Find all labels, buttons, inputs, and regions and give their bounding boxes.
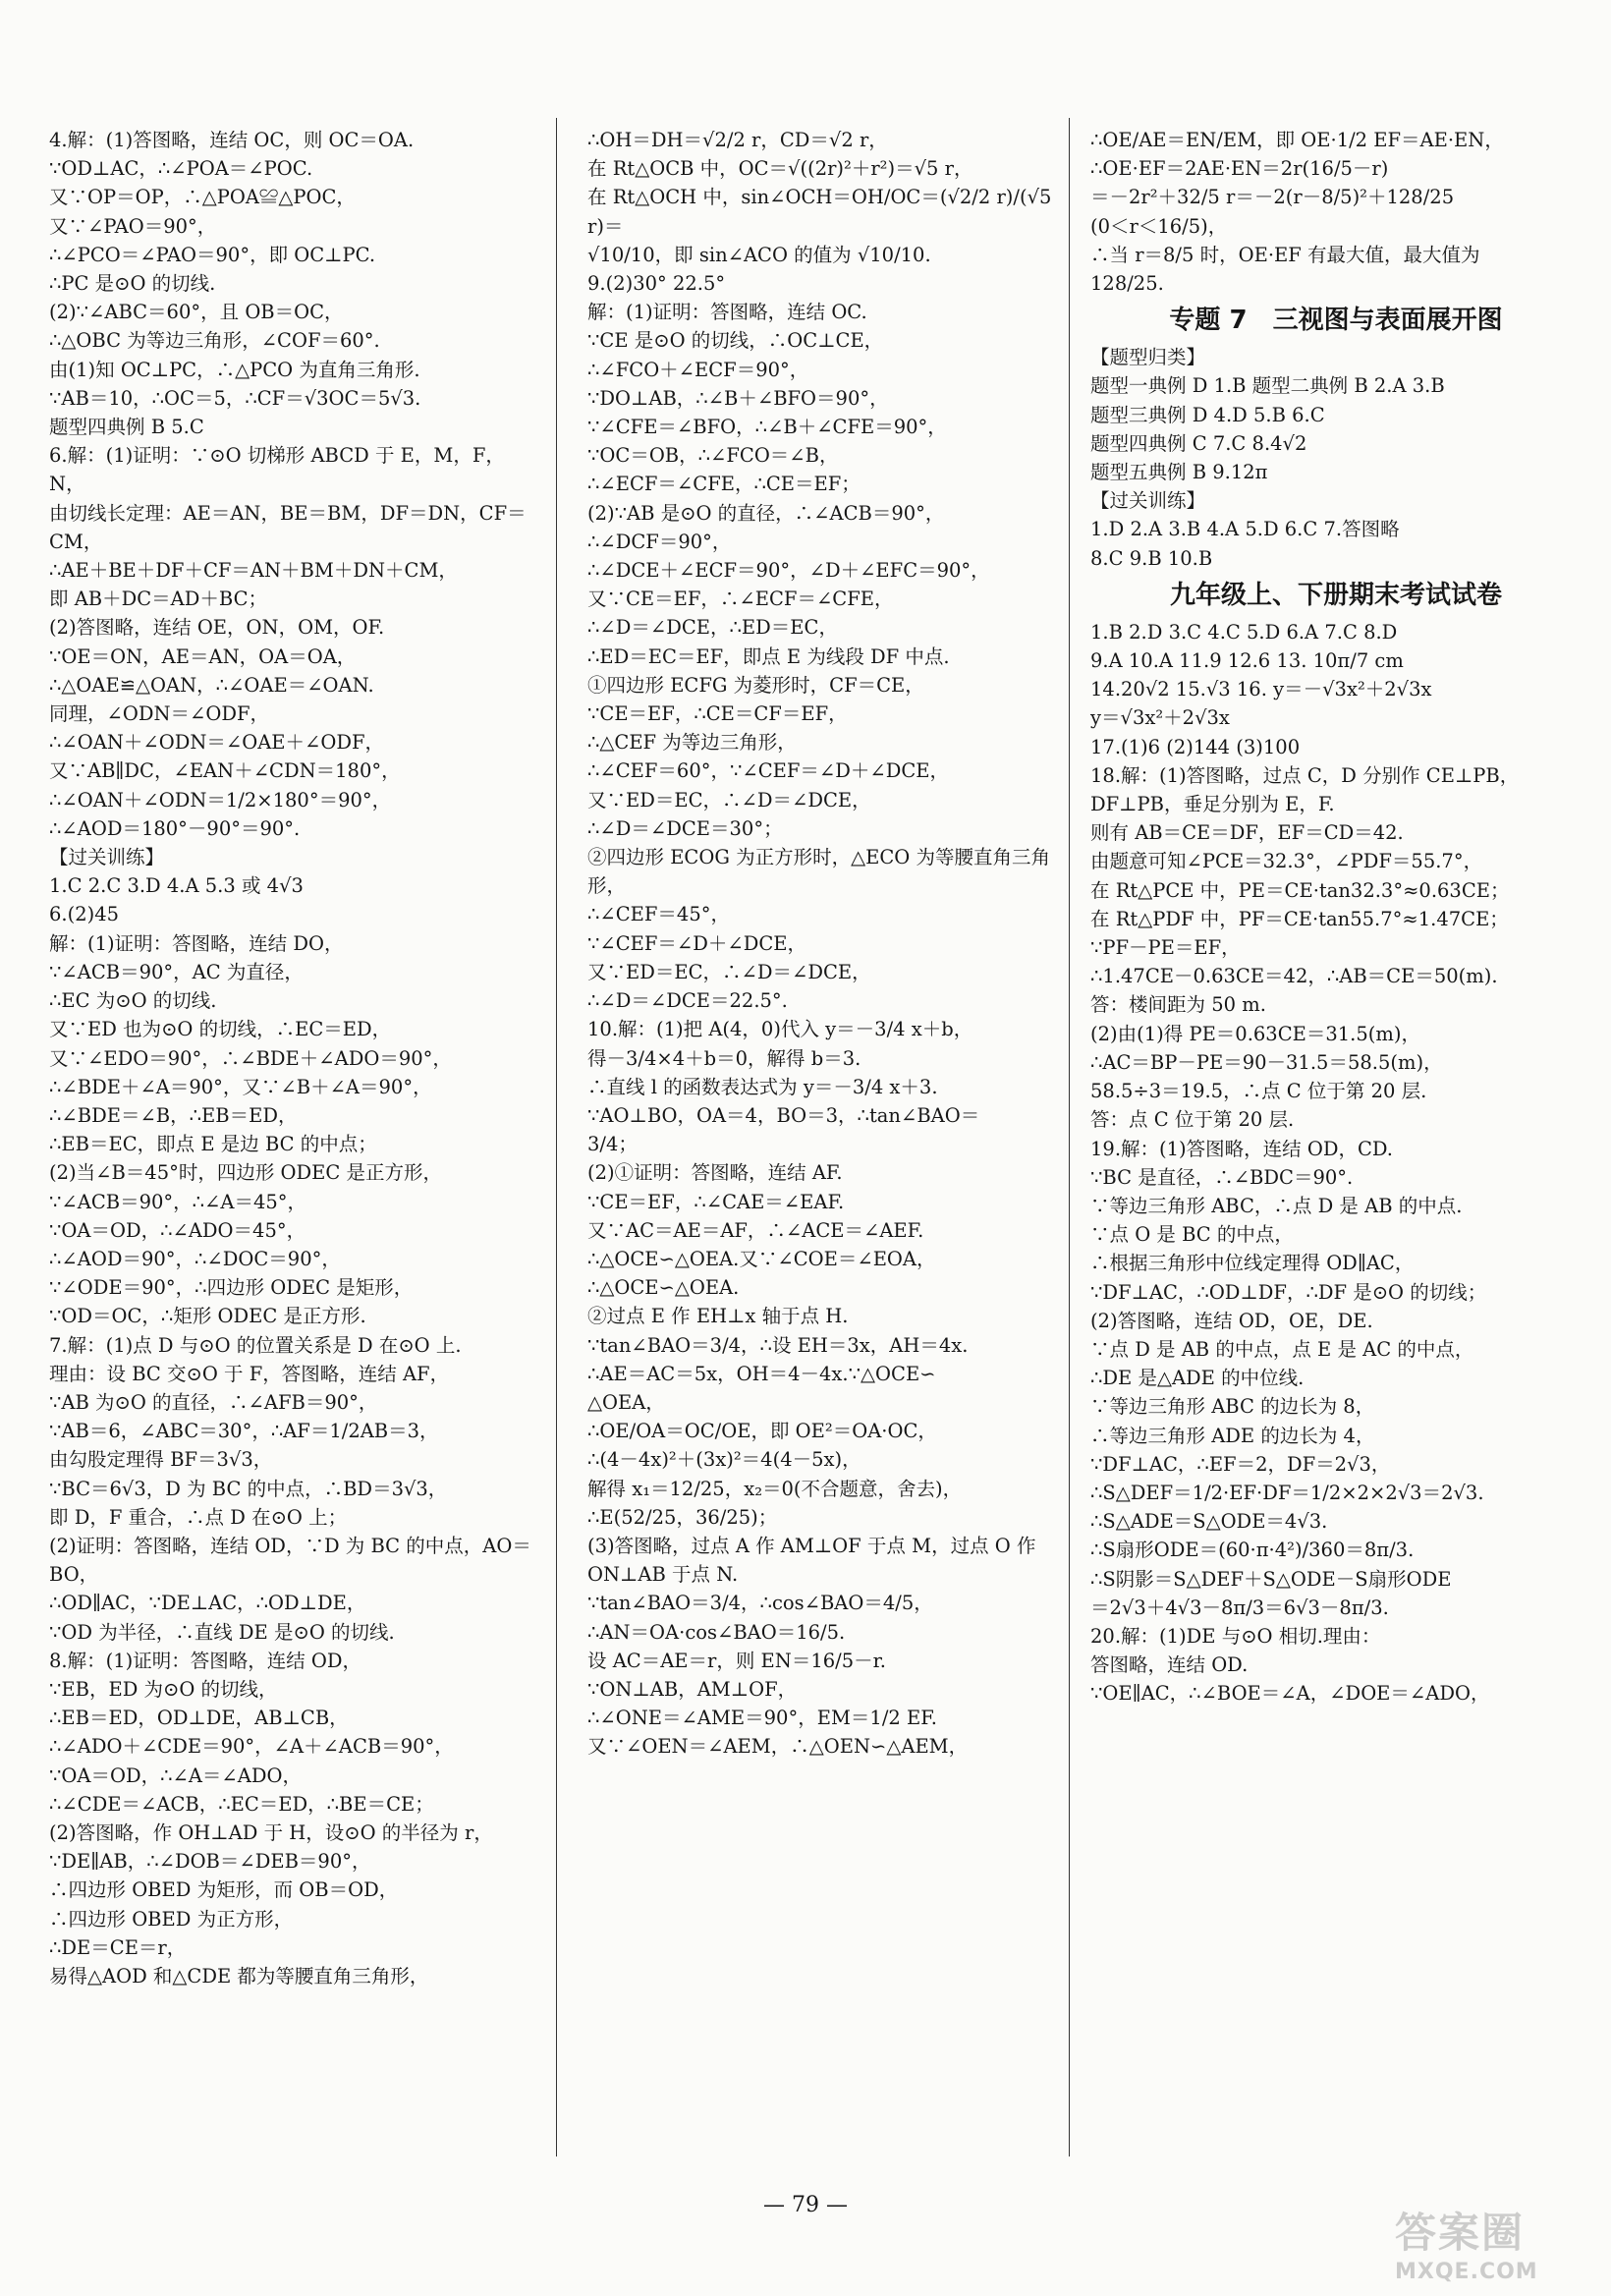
watermark-text: 答案圈 — [1395, 2209, 1526, 2257]
answer-line: 6.解：(1)证明：∵⊙O 切梯形 ABCD 于 E，M，F，N， — [49, 444, 505, 496]
answer-line: ∵PF－PE＝EF， — [1090, 936, 1241, 960]
answer-line: ∵OD＝OC，∴矩形 ODEC 是正方形. — [49, 1305, 366, 1328]
answer-line: 128/25. — [1090, 272, 1164, 296]
answer-line: 理由：设 BC 交⊙O 于 F，答图略，连结 AF， — [49, 1362, 450, 1385]
answer-line: ∴AE＋BE＋DF＋CF＝AN＋BM＋DN＋CM， — [49, 559, 458, 583]
answer-line: (2)当∠B＝45°时，四边形 ODEC 是正方形， — [49, 1161, 443, 1185]
answer-line: 解：(1)证明：答图略，连结 OC. — [587, 301, 867, 324]
answer-line: ∴∠PCO＝∠PAO＝90°，即 OC⊥PC. — [49, 243, 376, 266]
answer-line: 7.解：(1)点 D 与⊙O 的位置关系是 D 在⊙O 上. — [49, 1333, 462, 1357]
answer-line: ∵AB＝10，∴OC＝5，∴CF＝√3OC＝5√3. — [49, 386, 421, 410]
answer-line: ∵OC＝OB，∴∠FCO＝∠B， — [587, 444, 839, 468]
answer-line: ∵点 O 是 BC 的中点， — [1090, 1223, 1294, 1247]
answer-line: ＝－2r²＋32/5 r＝－2(r－8/5)²＋128/25 — [1090, 186, 1455, 209]
answer-line: (0＜r＜16/5)， — [1090, 214, 1228, 238]
answer-line: ∵AO⊥BO，OA＝4，BO＝3，∴tan∠BAO＝ — [587, 1103, 980, 1127]
answer-line: ∴四边形 OBED 为矩形，而 OB＝OD， — [49, 1878, 399, 1902]
answer-line: 由(1)知 OC⊥PC，∴△PCO 为直角三角形. — [49, 358, 420, 381]
answer-line: ∴PC 是⊙O 的切线. — [49, 272, 216, 296]
answer-line: ∵∠ODE＝90°，∴四边形 ODEC 是矩形， — [49, 1276, 414, 1300]
answer-line: ∴(4－4x)²＋(3x)²＝4(4－5x)， — [587, 1448, 861, 1472]
answer-line: ∴DE 是△ADE 的中位线. — [1090, 1367, 1305, 1390]
answer-line: 同理，∠ODN＝∠ODF， — [49, 702, 270, 726]
watermark-logo — [1395, 2201, 1601, 2287]
answer-line: ∵DF⊥AC，∴EF＝2，DF＝2√3， — [1090, 1452, 1391, 1476]
answer-line: 题型四典例 C 7.C 8.4√2 — [1090, 431, 1307, 455]
answer-line: 题型四典例 B 5.C — [49, 416, 204, 439]
answer-line: 1.C 2.C 3.D 4.A 5.3 或 4√3 — [49, 874, 304, 898]
answer-line: ∴1.47CE－0.63CE＝42，∴AB＝CE＝50(m). — [1090, 965, 1498, 988]
answer-line: (2)∵AB 是⊙O 的直径，∴∠ACB＝90°， — [587, 501, 945, 525]
answer-line: ∴直线 l 的函数表达式为 y＝－3/4 x＋3. — [587, 1075, 938, 1098]
answer-line: ∵∠ACB＝90°，∴∠A＝45°， — [49, 1190, 307, 1213]
answer-line: ∵CE＝EF，∴CE＝CF＝EF， — [587, 702, 848, 726]
answer-line: ∴根据三角形中位线定理得 OD∥AC， — [1090, 1252, 1415, 1275]
answer-line: ∴S阴影＝S△DEF＋S△ODE－S扇形ODE — [1090, 1567, 1452, 1591]
answer-line: 9.A 10.A 11.9 12.6 13. 10π/7 cm — [1090, 649, 1404, 673]
answer-line: 题型一典例 D 1.B 题型二典例 B 2.A 3.B — [1090, 374, 1445, 398]
answer-line: ∴△OBC 为等边三角形，∠COF＝60°. — [49, 329, 380, 353]
answer-line: ∵∠CFE＝∠BFO，∴∠B＋∠CFE＝90°， — [587, 416, 947, 439]
answer-line: 则有 AB＝CE＝DF，EF＝CD＝42. — [1090, 821, 1404, 845]
answer-line: (2)由(1)得 PE＝0.63CE＝31.5(m)， — [1090, 1022, 1420, 1045]
answer-line: 在 Rt△PDF 中，PF＝CE·tan55.7°≈1.47CE； — [1090, 907, 1509, 930]
answer-line: ∵AB＝6，∠ABC＝30°，∴AF＝1/2AB＝3， — [49, 1420, 439, 1443]
answer-line: ∴△OCE∽△OEA. — [587, 1276, 740, 1300]
answer-line: ∵点 D 是 AB 的中点，点 E 是 AC 的中点， — [1090, 1337, 1474, 1361]
answer-line: ∴∠CEF＝45°， — [587, 903, 730, 926]
answer-line: 3/4； — [587, 1133, 638, 1156]
answer-line: ∵∠ACB＝90°，AC 为直径， — [49, 960, 304, 983]
answer-line: 由勾股定理得 BF＝3√3， — [49, 1448, 273, 1472]
answer-line: 【题型归类】 — [1090, 346, 1206, 369]
answer-line: (2)∵∠ABC＝60°，且 OB＝OC， — [49, 301, 344, 324]
answer-line: ∴△CEF 为等边三角形， — [587, 731, 797, 755]
answer-line: 又∵ED＝EC，∴∠D＝∠DCE， — [587, 788, 871, 812]
answer-line: (2)答图略，作 OH⊥AD 于 H，设⊙O 的半径为 r， — [49, 1820, 493, 1844]
answer-line: 答：楼间距为 50 m. — [1090, 993, 1266, 1017]
answer-line: 又∵AC＝AE＝AF，∴∠ACE＝∠AEF. — [587, 1218, 924, 1242]
answer-line: 又∵∠EDO＝90°，∴∠BDE＋∠ADO＝90°， — [49, 1046, 452, 1070]
answer-line: 题型三典例 D 4.D 5.B 6.C — [1090, 403, 1325, 426]
answer-line: ∴S扇形ODE＝(60·π·4²)/360＝8π/3. — [1090, 1539, 1415, 1562]
answer-line: y＝√3x²＋2√3x — [1090, 706, 1230, 730]
answer-line: 解：(1)证明：答图略，连结 DO， — [49, 931, 344, 955]
answer-line: 17.(1)6 (2)144 (3)100 — [1090, 735, 1301, 758]
answer-line: ∴∠ADO＋∠CDE＝90°，∠A＋∠ACB＝90°， — [49, 1735, 454, 1759]
answer-line: 【过关训练】 — [49, 846, 165, 869]
answer-line: ∵OD 为半径，∴直线 DE 是⊙O 的切线. — [49, 1620, 395, 1644]
answer-line: ∴S△DEF＝1/2·EF·DF＝1/2×2×2√3＝2√3. — [1090, 1481, 1484, 1504]
answer-line: 8.C 9.B 10.B — [1090, 546, 1213, 570]
answer-line: ∴AE＝AC＝5x，OH＝4－4x.∵△OCE∽ — [587, 1362, 936, 1385]
section-heading: 专题 7 三视图与表面展开图 — [1169, 306, 1503, 336]
answer-line: ∴OE/AE＝EN/EM，即 OE·1/2 EF＝AE·EN， — [1090, 129, 1504, 151]
answer-line: ∴∠D＝∠DCE＝22.5°. — [587, 989, 788, 1013]
answer-line: 6.(2)45 — [49, 903, 120, 926]
answer-line: ∵BC＝6√3，D 为 BC 的中点，∴BD＝3√3， — [49, 1477, 448, 1500]
answer-line: ∴AC＝BP－PE＝90－31.5＝58.5(m)， — [1090, 1050, 1443, 1074]
answer-line: ∴AN＝OA·cos∠BAO＝16/5. — [587, 1620, 846, 1644]
answer-line: ＝2√3＋4√3－8π/3＝6√3－8π/3. — [1090, 1596, 1389, 1619]
answer-line: ∴∠OAN＋∠ODN＝1/2×180°＝90°， — [49, 788, 392, 812]
answer-line: ∴∠OAN＋∠ODN＝∠OAE＋∠ODF， — [49, 731, 385, 755]
answer-line: 58.5÷3＝19.5，∴点 C 位于第 20 层. — [1090, 1080, 1427, 1103]
answer-line: ∵tan∠BAO＝3/4，∴cos∠BAO＝4/5， — [587, 1592, 933, 1615]
answer-line: ∵DE∥AB，∴∠DOB＝∠DEB＝90°， — [49, 1850, 371, 1874]
answer-line: ①四边形 ECFG 为菱形时，CF＝CE， — [587, 673, 924, 697]
answer-line: ∴∠ONE＝∠AME＝90°，EM＝1/2 EF. — [587, 1707, 937, 1730]
answer-line: ∴DE＝CE＝r， — [49, 1935, 187, 1959]
answer-line: ∴∠DCF＝90°， — [587, 530, 732, 553]
answer-line: 又∵ED 也为⊙O 的切线，∴EC＝ED， — [49, 1018, 392, 1041]
answer-line: ∴OE·EF＝2AE·EN＝2r(16/5－r) — [1090, 157, 1389, 181]
answer-line: 18.解：(1)答图略，过点 C，D 分别作 CE⊥PB，DF⊥PB，垂足分别为 E，F. — [1090, 763, 1520, 816]
answer-line: 1.D 2.A 3.B 4.A 5.D 6.C 7.答图略 — [1090, 518, 1400, 541]
answer-column-left — [49, 126, 538, 2179]
answer-line: ∴∠CEF＝60°，∵∠CEF＝∠D＋∠DCE， — [587, 759, 950, 783]
answer-line: 9.(2)30° 22.5° — [587, 272, 726, 296]
answer-line: ②过点 E 作 EH⊥x 轴于点 H. — [587, 1305, 849, 1328]
answer-line: 由切线长定理：AE＝AN，BE＝BM，DF＝DN，CF＝CM， — [49, 501, 527, 553]
answer-line: ∵EB，ED 为⊙O 的切线， — [49, 1677, 278, 1701]
answer-line: ∴△OCE∽△OEA.又∵∠COE＝∠EOA， — [587, 1247, 936, 1270]
answer-line: 答：点 C 位于第 20 层. — [1090, 1108, 1295, 1132]
answer-line: ∵等边三角形 ABC，∴点 D 是 AB 的中点. — [1090, 1194, 1463, 1217]
answer-line: 8.解：(1)证明：答图略，连结 OD， — [49, 1649, 362, 1672]
answer-line: 在 Rt△PCE 中，PE＝CE·tan32.3°≈0.63CE； — [1090, 878, 1510, 902]
answer-line: 题型五典例 B 9.12π — [1090, 461, 1268, 484]
watermark-url: MXQE.COM — [1395, 2260, 1538, 2284]
answer-line: ∵OE＝ON，AE＝AN，OA＝OA， — [49, 644, 357, 668]
answer-line: 即 AB＋DC＝AD＋BC； — [49, 588, 267, 611]
answer-line: ∴∠AOD＝180°－90°＝90°. — [49, 816, 301, 840]
answer-line: ∴OE/OA＝OC/OE，即 OE²＝OA·OC， — [587, 1420, 937, 1443]
answer-line: ∴等边三角形 ADE 的边长为 4， — [1090, 1424, 1375, 1447]
answer-line: ②四边形 ECOG 为正方形时，△ECO 为等腰直角三角形， — [587, 846, 1050, 898]
answer-line: √10/10，即 sin∠ACO 的值为 √10/10. — [587, 243, 931, 266]
answer-line: ∴∠D＝∠DCE，∴ED＝EC， — [587, 616, 838, 640]
answer-line: ∴OH＝DH＝√2/2 r，CD＝√2 r， — [587, 129, 888, 151]
answer-line: 由题意可知∠PCE＝32.3°，∠PDF＝55.7°， — [1090, 850, 1483, 873]
answer-line: ∵BC 是直径，∴∠BDC＝90°. — [1090, 1165, 1354, 1189]
answer-line: 设 AC＝AE＝r，则 EN＝16/5－r. — [587, 1649, 887, 1672]
answer-line: 在 Rt△OCB 中，OC＝√((2r)²＋r²)＝√5 r， — [587, 157, 973, 181]
answer-line: 14.20√2 15.√3 16. y＝－√3x²＋2√3x — [1090, 678, 1432, 701]
answer-line: △OEA， — [587, 1390, 665, 1414]
answer-line: ∵∠CEF＝∠D＋∠DCE， — [587, 931, 807, 955]
answer-line: 又∵CE＝EF，∴∠ECF＝∠CFE， — [587, 588, 894, 611]
answer-line: (2)证明：答图略，连结 OD，∵D 为 BC 的中点，AO＝BO， — [49, 1534, 531, 1587]
answer-line: ∴∠BDE＋∠A＝90°，又∵∠B＋∠A＝90°， — [49, 1075, 432, 1098]
answer-line: ∴∠AOD＝90°，∴∠DOC＝90°， — [49, 1247, 341, 1270]
answer-line: 又∵∠PAO＝90°， — [49, 214, 217, 238]
answer-line: 解得 x₁＝12/25，x₂＝0(不合题意，舍去)， — [587, 1477, 963, 1500]
answer-line: 即 D，F 重合，∴点 D 在⊙O 上； — [49, 1505, 348, 1529]
page-number: — 79 — — [763, 2193, 848, 2217]
answer-line: ∵OA＝OD，∴∠ADO＝45°， — [49, 1218, 306, 1242]
answer-line: ∴△OAE≌△OAN，∴∠OAE＝∠OAN. — [49, 673, 374, 697]
answer-line: ∴ED＝EC＝EF，即点 E 为线段 DF 中点. — [587, 644, 950, 668]
answer-line: ∴∠D＝∠DCE＝30°； — [587, 816, 783, 840]
answer-line: 又∵∠OEN＝∠AEM，∴△OEN∽△AEM， — [587, 1735, 969, 1759]
answer-line: ∴E(52/25，36/25)； — [587, 1505, 778, 1529]
answer-line: ∴EC 为⊙O 的切线. — [49, 989, 217, 1013]
answer-line: ∴∠ECF＝∠CFE，∴CE＝EF； — [587, 473, 861, 496]
answer-line: 4.解：(1)答图略，连结 OC，则 OC＝OA. — [49, 129, 415, 151]
answer-line: 10.解：(1)把 A(4，0)代入 y＝－3/4 x＋b， — [587, 1018, 973, 1041]
answer-line: ∵CE＝EF，∴∠CAE＝∠EAF. — [587, 1190, 845, 1213]
answer-line: 1.B 2.D 3.C 4.C 5.D 6.A 7.C 8.D — [1090, 620, 1398, 644]
answer-line: ∴EB＝EC，即点 E 是边 BC 的中点； — [49, 1133, 377, 1156]
answer-line: ∵OE∥AC，∴∠BOE＝∠A，∠DOE＝∠ADO， — [1090, 1682, 1490, 1706]
answer-line: 【过关训练】 — [1090, 489, 1206, 513]
answer-line: ∴S△ADE＝S△ODE＝4√3. — [1090, 1510, 1328, 1534]
answer-line: ∵等边三角形 ABC 的边长为 8， — [1090, 1395, 1375, 1419]
answer-line: (2)①证明：答图略，连结 AF. — [587, 1161, 843, 1185]
answer-line: ∴∠BDE＝∠B，∴EB＝ED， — [49, 1103, 298, 1127]
answer-column-right — [1090, 126, 1582, 2179]
answer-line: ∵CE 是⊙O 的切线，∴OC⊥CE， — [587, 329, 884, 353]
answer-line: ∵tan∠BAO＝3/4，∴设 EH＝3x，AH＝4x. — [587, 1333, 969, 1357]
answer-line: ∴∠FCO＋∠ECF＝90°， — [587, 358, 809, 381]
answer-line: ∵OD⊥AC，∴∠POA＝∠POC. — [49, 157, 313, 181]
answer-line: (2)答图略，连结 OD，OE，DE. — [1090, 1309, 1373, 1332]
answer-line: ∴EB＝ED，OD⊥DE，AB⊥CB， — [49, 1707, 349, 1730]
answer-line: ∴OD∥AC，∵DE⊥AC，∴OD⊥DE， — [49, 1592, 366, 1615]
answer-line: 又∵AB∥DC，∠EAN＋∠CDN＝180°， — [49, 759, 401, 783]
answer-line: 在 Rt△OCH 中，sin∠OCH＝OH/OC＝(√2/2 r)/(√5 r)＝ — [587, 186, 1058, 238]
answer-line: 又∵OP＝OP，∴△POA≌△POC， — [49, 186, 356, 209]
answer-line: ∵ON⊥AB，AM⊥OF， — [587, 1677, 798, 1701]
answer-line: ∵OA＝OD，∴∠A＝∠ADO， — [49, 1764, 302, 1787]
answer-line: ∴∠CDE＝∠ACB，∴EC＝ED，∴BE＝CE； — [49, 1792, 434, 1816]
answer-line: ∴四边形 OBED 为正方形， — [49, 1907, 294, 1931]
answer-line: 19.解：(1)答图略，连结 OD，CD. — [1090, 1137, 1394, 1160]
answer-line: ∴∠DCE＋∠ECF＝90°，∠D＋∠EFC＝90°， — [587, 559, 990, 583]
answer-line: (2)答图略，连结 OE，ON，OM，OF. — [49, 616, 385, 640]
answer-line: (3)答图略，过点 A 作 AM⊥OF 于点 M，过点 O 作 ON⊥AB 于点 N. — [587, 1534, 1042, 1587]
answer-line: ∵DF⊥AC，∴OD⊥DF，∴DF 是⊙O 的切线； — [1090, 1280, 1487, 1304]
section-heading: 九年级上、下册期末考试试卷 — [1169, 580, 1502, 610]
answer-line: 又∵ED＝EC，∴∠D＝∠DCE， — [587, 960, 871, 983]
answer-line: 得－3/4×4＋b＝0，解得 b＝3. — [587, 1046, 861, 1070]
answer-column-middle — [587, 126, 1071, 2179]
column-divider — [556, 118, 557, 2156]
answer-line: ∴当 r＝8/5 时，OE·EF 有最大值，最大值为 — [1090, 243, 1480, 266]
answer-line: ∵AB 为⊙O 的直径，∴∠AFB＝90°， — [49, 1390, 378, 1414]
answer-line: 20.解：(1)DE 与⊙O 相切.理由： — [1090, 1624, 1381, 1648]
answer-line: ∵DO⊥AB，∴∠B＋∠BFO＝90°， — [587, 386, 889, 410]
answer-line: 易得△AOD 和△CDE 都为等腰直角三角形， — [49, 1965, 429, 1988]
answer-line: 答图略，连结 OD. — [1090, 1653, 1249, 1677]
